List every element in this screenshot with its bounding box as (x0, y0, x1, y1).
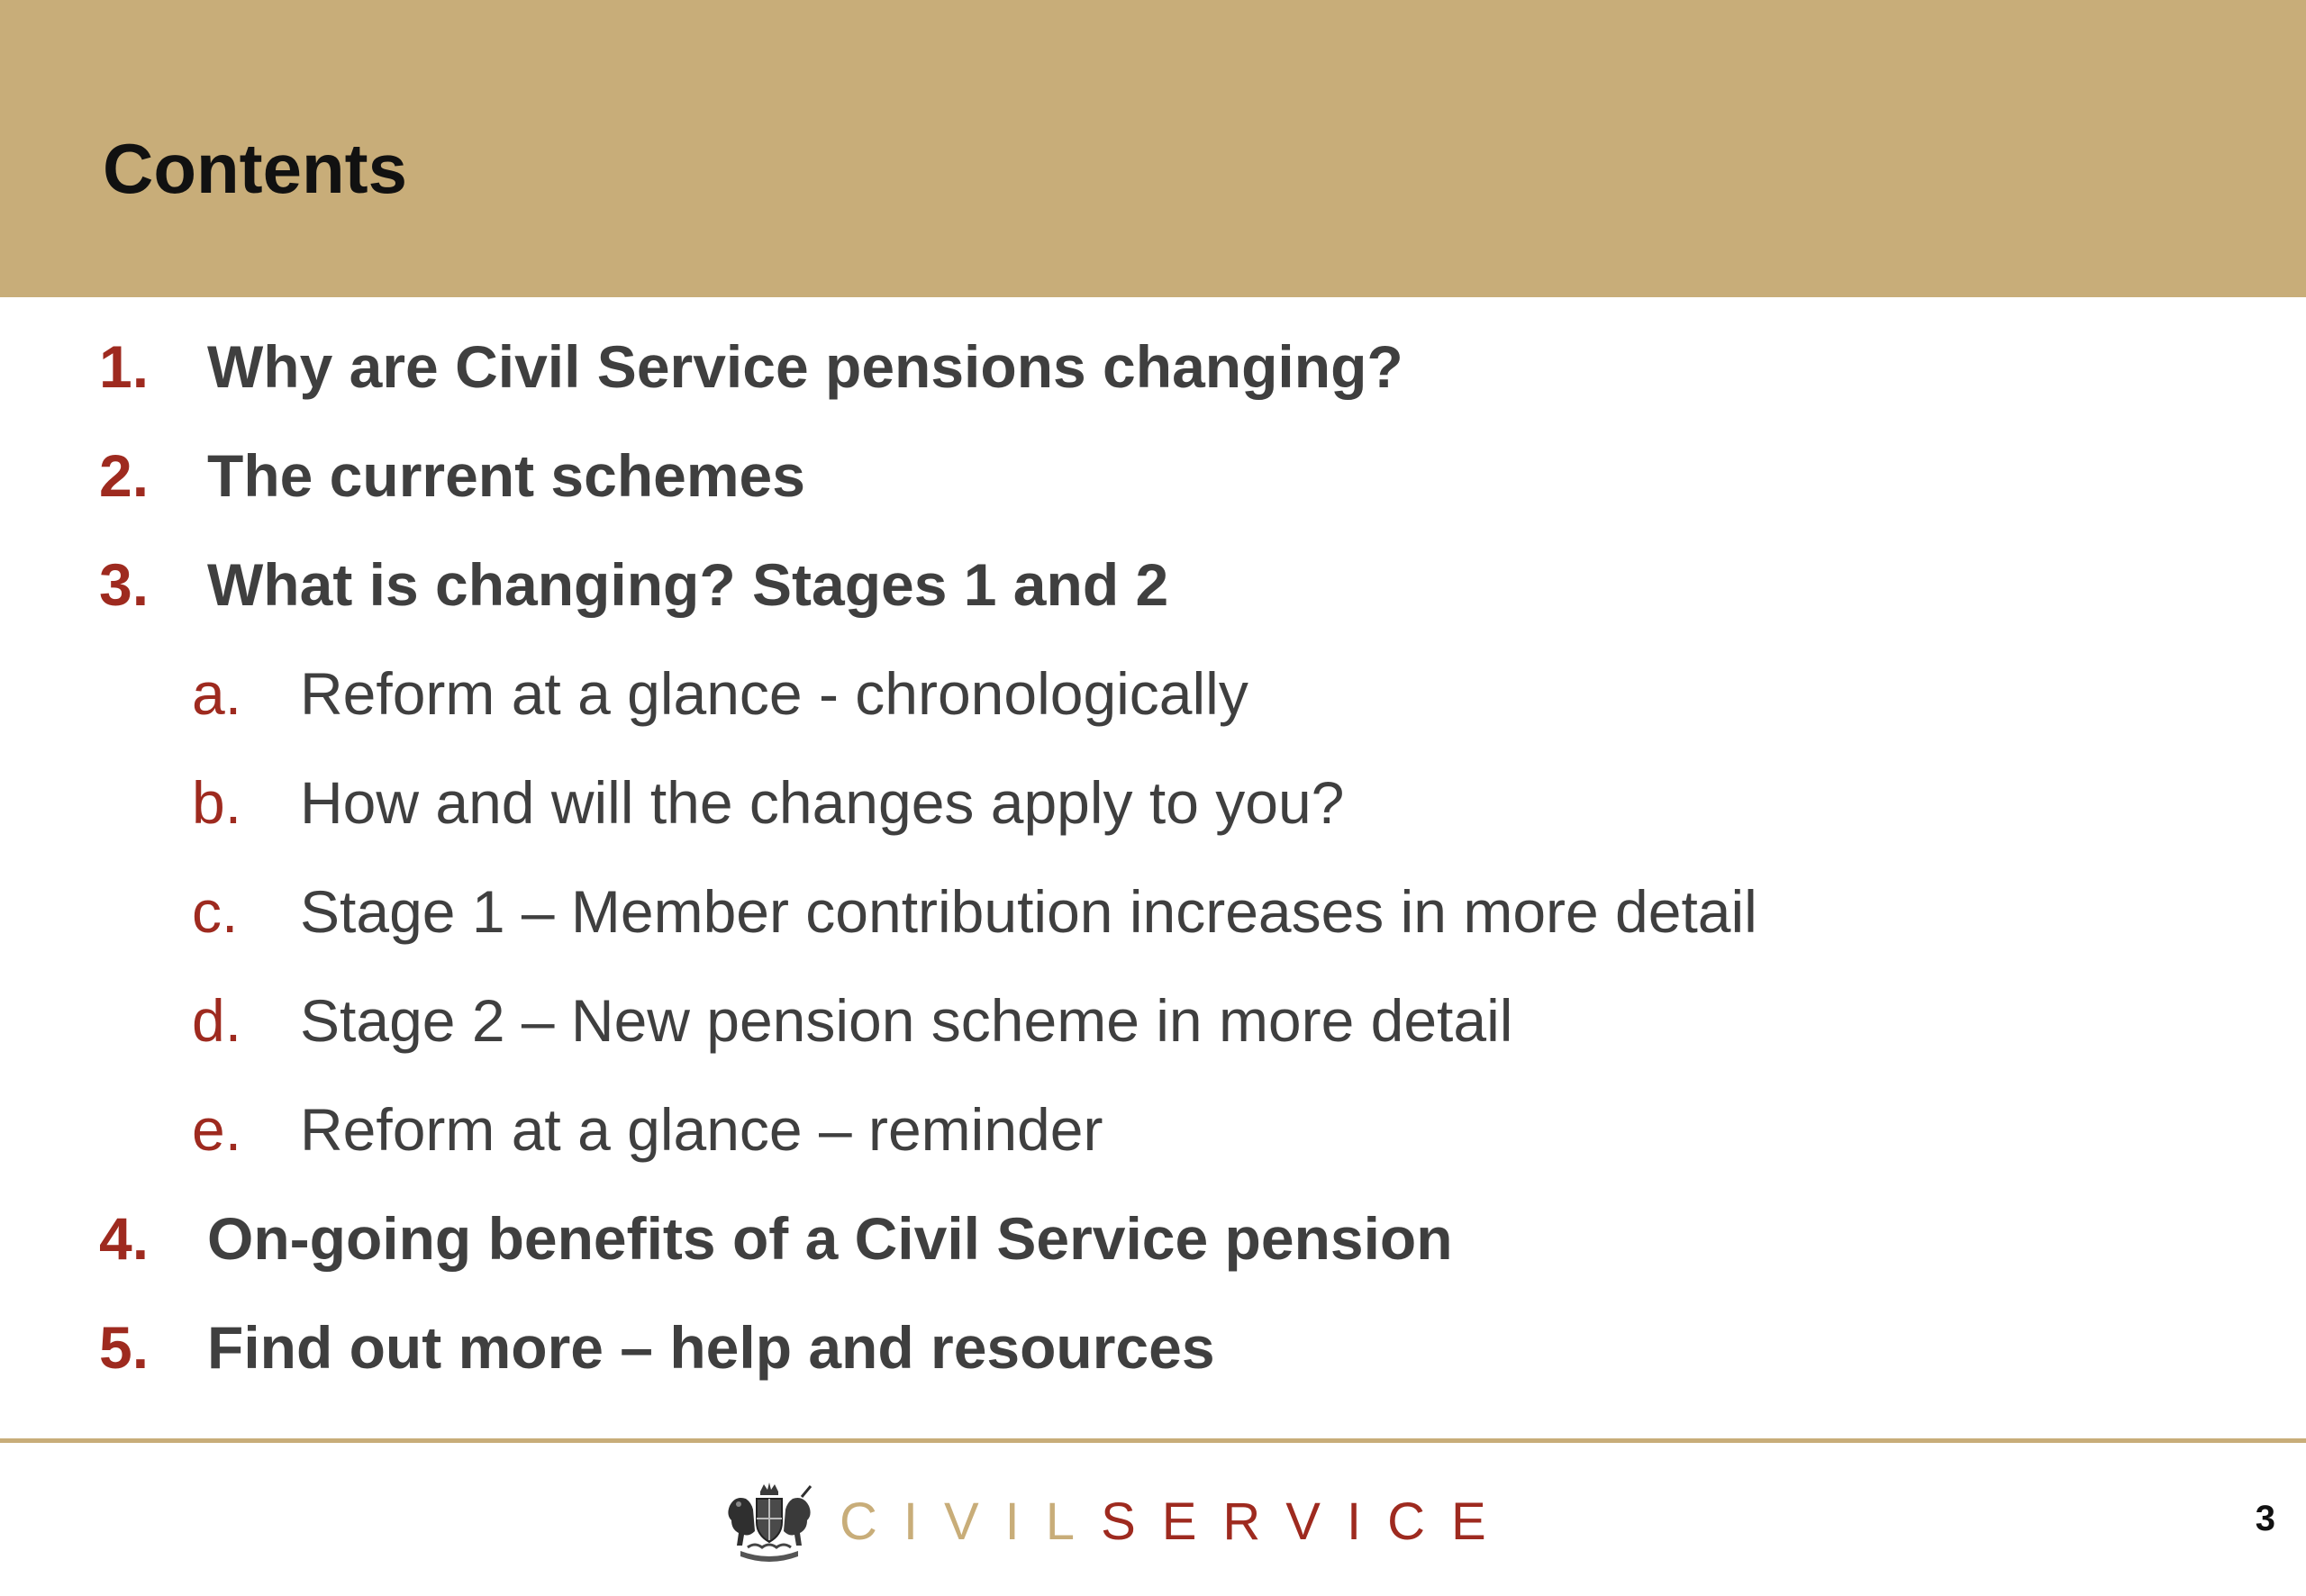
item-number: 5. (99, 1314, 150, 1381)
brand-wordmark (840, 1492, 1512, 1551)
item-label: Why are Civil Service pensions changing? (207, 333, 1403, 400)
subitem-letter: a. (192, 660, 242, 727)
footer-divider (0, 1438, 2306, 1443)
item-number: 4. (99, 1205, 150, 1272)
contents-subitem-c (0, 878, 2306, 981)
royal-crest-icon (721, 1479, 818, 1565)
contents-item-5 (0, 1314, 2306, 1417)
subitem-label: Stage 1 – Member contribution increases in more detail (300, 878, 1757, 945)
slide-title: Contents (103, 129, 407, 208)
item-number: 3. (99, 551, 150, 618)
contents-item-3 (0, 551, 2306, 654)
contents-item-1 (0, 333, 2306, 436)
contents-subitem-d (0, 987, 2306, 1090)
subitem-letter: e. (192, 1096, 242, 1163)
item-label: What is changing? Stages 1 and 2 (207, 551, 1169, 618)
item-label: The current schemes (207, 442, 805, 509)
brand-civil: CIVIL (840, 1492, 1102, 1551)
contents-subitem-e (0, 1096, 2306, 1199)
contents-item-4 (0, 1205, 2306, 1308)
contents-item-2 (0, 442, 2306, 545)
brand-service: SERVICE (1101, 1492, 1512, 1551)
subitem-letter: b. (192, 769, 242, 836)
item-label: Find out more – help and resources (207, 1314, 1215, 1381)
subitem-label: How and will the changes apply to you? (300, 769, 1345, 836)
contents-subitem-b (0, 769, 2306, 872)
item-number: 2. (99, 442, 150, 509)
page-number: 3 (2255, 1499, 2275, 1538)
subitem-letter: d. (192, 987, 242, 1054)
subitem-label: Reform at a glance - chronologically (300, 660, 1248, 727)
subitem-label: Stage 2 – New pension scheme in more detail (300, 987, 1513, 1054)
item-label: On-going benefits of a Civil Service pension (207, 1205, 1453, 1272)
contents-subitem-a (0, 660, 2306, 763)
subitem-label: Reform at a glance – reminder (300, 1096, 1103, 1163)
subitem-letter: c. (192, 878, 239, 945)
civil-service-logo (721, 1477, 1512, 1567)
item-number: 1. (99, 333, 150, 400)
